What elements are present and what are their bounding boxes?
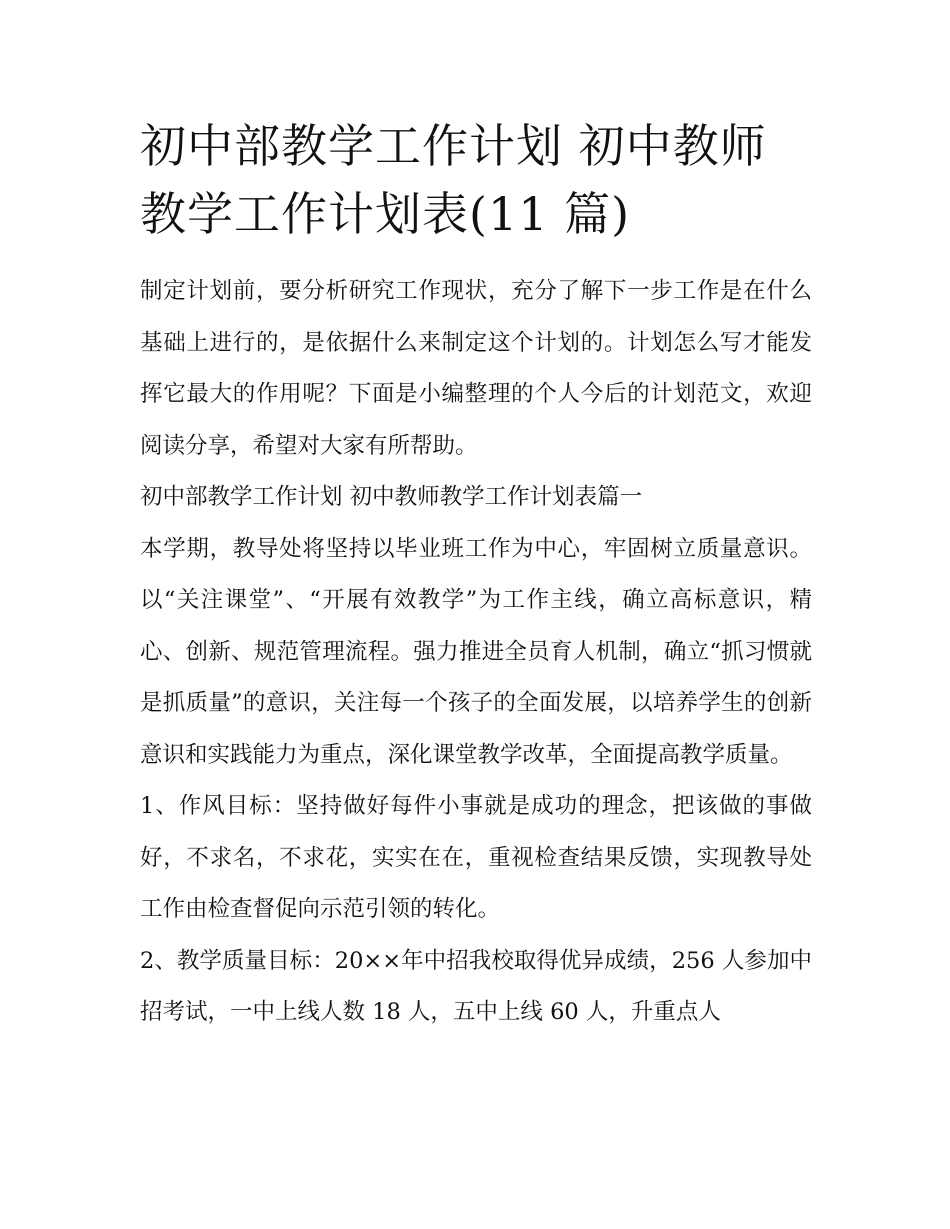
document-title: 初中部教学工作计划 初中教师教学工作计划表(11 篇) xyxy=(140,119,767,241)
document-page xyxy=(140,112,812,1039)
goal-item-1: 1、作风目标：坚持做好每件小事就是成功的理念，把该做的事做好，不求名，不求花，实实在在，重视检查结果反馈，实现教导处工作由检查督促向示范引领的转化。 xyxy=(140,793,812,922)
goal-item-2: 2、教学质量目标：20××年中招我校取得优异成绩，256 人参加中招考试，一中上线人数 18 人，五中上线 60 人，升重点人 xyxy=(140,947,812,1025)
intro-paragraph: 制定计划前，要分析研究工作现状，充分了解下一步工作是在什么基础上进行的，是依据什么来制定这个计划的。计划怎么写才能发挥它最大的作用呢？下面是小编整理的个人今后的计划范文，欢迎阅读分享，希望对大家有所帮助。 xyxy=(140,278,812,459)
section-heading: 初中部教学工作计划 初中教师教学工作计划表篇一 xyxy=(140,484,643,510)
body-paragraph: 本学期，教导处将坚持以毕业班工作为中心，牢固树立质量意识。以“关注课堂”、“开展有效教学”为工作主线，确立高标意识，精心、创新、规范管理流程。强力推进全员育人机制，确立“抓习惯就是抓质量”的意识，关注每一个孩子的全面发展，以培养学生的创新意识和实践能力为重点，深化课堂教学改革，全面提高教学质量。 xyxy=(140,535,812,768)
